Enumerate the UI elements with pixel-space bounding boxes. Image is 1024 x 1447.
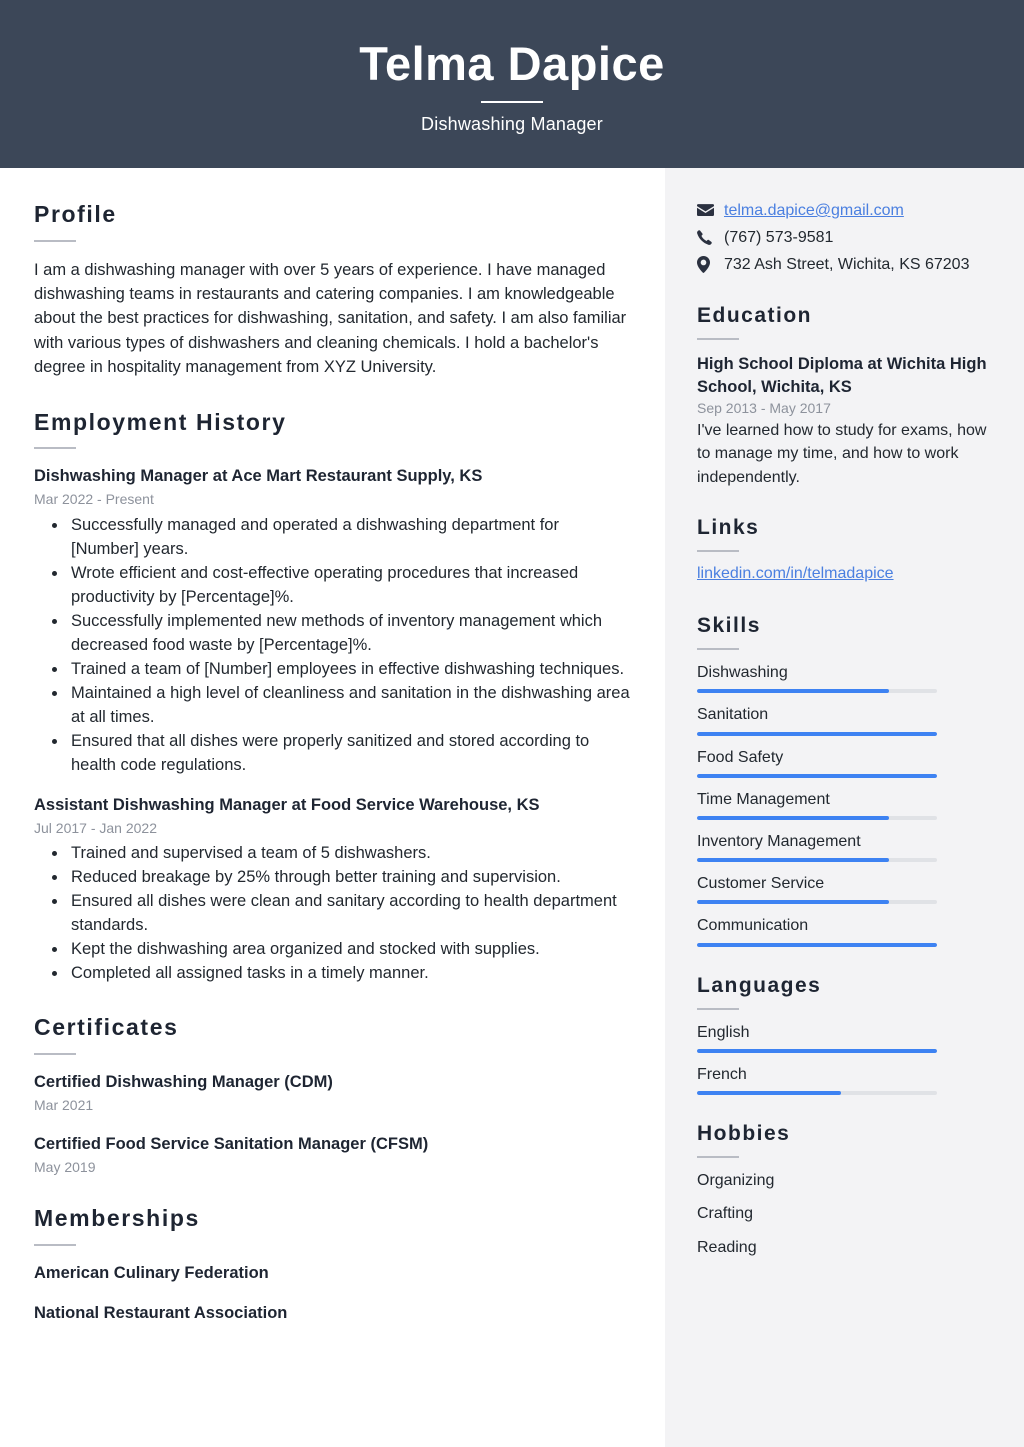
resume-body (0, 168, 1024, 1447)
language-label: French (697, 1065, 747, 1083)
skill-bar-fill (697, 943, 937, 947)
skill-label: Inventory Management (697, 832, 861, 850)
certificate-title: Certified Dishwashing Manager (CDM) (34, 1073, 333, 1092)
envelope-icon (697, 202, 717, 219)
employment-entry (34, 794, 631, 986)
contact-row-address (697, 255, 990, 274)
languages-heading: Languages (697, 973, 822, 997)
certificate-title: Certified Food Service Sanitation Manager (CFSM) (34, 1134, 429, 1153)
employment-entry-date: Jul 2017 - Jan 2022 (34, 819, 157, 836)
employment-entry-bullets (34, 841, 631, 985)
membership-title: National Restaurant Association (34, 1303, 288, 1322)
candidate-job-title: Dishwashing Manager (421, 114, 603, 135)
skills-heading: Skills (697, 614, 761, 638)
hobbies-heading-rule (697, 1156, 739, 1158)
language-bar-fill (697, 1091, 841, 1095)
education-heading-rule (697, 338, 739, 340)
skill-label: Communication (697, 917, 809, 935)
section-education (697, 303, 990, 489)
phone-icon (697, 229, 717, 246)
skill-bar-fill (697, 732, 937, 736)
skill-item (697, 874, 990, 904)
language-item (697, 1023, 990, 1053)
skill-bar-track (697, 900, 937, 904)
skill-bar-fill (697, 900, 889, 904)
candidate-name: Telma Dapice (359, 36, 665, 90)
language-bar-track (697, 1091, 937, 1095)
memberships-heading-rule (34, 1244, 76, 1246)
education-entry-title: High School Diploma at Wichita High School, Wichita, KS (697, 354, 987, 396)
resume-header (0, 0, 1024, 168)
bullet-item: • Reduced breakage by 25% through better training and supervision. (68, 865, 631, 889)
bullet-item: • Completed all assigned tasks in a timely manner. (68, 961, 631, 985)
bullet-item: • Successfully implemented new methods of inventory management which decreased food waste by [Percentage]%. (68, 609, 631, 657)
language-item (697, 1065, 990, 1095)
language-bar-fill (697, 1049, 937, 1053)
education-entry (697, 353, 990, 489)
membership-entry (34, 1302, 631, 1324)
skill-bar-track (697, 816, 937, 820)
skill-bar-fill (697, 689, 889, 693)
section-employment-history (34, 409, 631, 986)
skill-label: Time Management (697, 790, 830, 808)
certificate-entry (34, 1133, 631, 1176)
employment-entry (34, 465, 631, 777)
bullet-item: • Ensured all dishes were clean and sanitary according to health department standards. (68, 889, 631, 937)
employment-entry-bullets (34, 513, 631, 778)
certificates-heading-rule (34, 1053, 76, 1055)
employment-entry-title: Assistant Dishwashing Manager at Food Service Warehouse, KS (34, 795, 540, 814)
memberships-heading: Memberships (34, 1204, 200, 1231)
section-skills (697, 613, 990, 947)
language-label: English (697, 1023, 750, 1041)
bullet-item: • Maintained a high level of cleanliness and sanitation in the dishwashing area at all times. (68, 681, 631, 729)
skill-label: Food Safety (697, 748, 784, 766)
hobby-item: Organizing (697, 1172, 775, 1190)
profile-heading: Profile (34, 201, 117, 227)
link-item-linkedin[interactable]: linkedin.com/in/telmadapice (697, 565, 894, 583)
education-heading: Education (697, 303, 813, 327)
section-links (697, 515, 990, 583)
section-hobbies (697, 1121, 990, 1257)
employment-heading-rule (34, 447, 76, 449)
section-languages (697, 973, 990, 1096)
skill-item (697, 663, 990, 693)
employment-entry-date: Mar 2022 - Present (34, 491, 154, 508)
education-entry-description: I've learned how to study for exams, how to manage my time, and how to work independently. (697, 422, 987, 486)
links-heading: Links (697, 515, 760, 539)
certificate-date: May 2019 (34, 1158, 96, 1175)
hobby-item: Crafting (697, 1205, 754, 1223)
contact-phone-value: (767) 573-9581 (724, 229, 834, 247)
section-profile (34, 201, 631, 380)
bullet-item: • Trained a team of [Number] employees in effective dishwashing techniques. (68, 657, 631, 681)
skill-bar-track (697, 689, 937, 693)
language-bar-track (697, 1049, 937, 1053)
section-certificates (34, 1014, 631, 1176)
hobby-item: Reading (697, 1238, 757, 1256)
certificate-date: Mar 2021 (34, 1097, 94, 1114)
bullet-item: • Kept the dishwashing area organized and stocked with supplies. (68, 937, 631, 961)
languages-heading-rule (697, 1008, 739, 1010)
employment-heading: Employment History (34, 408, 287, 435)
education-entry-date: Sep 2013 - May 2017 (697, 400, 831, 417)
skill-bar-fill (697, 858, 889, 862)
contact-address-value: 732 Ash Street, Wichita, KS 67203 (724, 256, 970, 274)
contact-details (697, 201, 990, 275)
skill-bar-track (697, 732, 937, 736)
map-pin-icon (697, 256, 717, 273)
skill-label: Dishwashing (697, 664, 788, 682)
bullet-item: • Trained and supervised a team of 5 dishwashers. (68, 841, 631, 865)
skill-bar-fill (697, 816, 889, 820)
skill-bar-track (697, 943, 937, 947)
sidebar-column (665, 168, 1024, 1447)
contact-row-email (697, 201, 990, 220)
skill-label: Customer Service (697, 875, 825, 893)
membership-entry (34, 1262, 631, 1284)
profile-text: I am a dishwashing manager with over 5 years of experience. I have managed dishwashing teams in restaurants and catering companies. I am knowledgeable about the best practices for dishwashing, sanitation, and safety. I am also familiar with various types of dishwashers and cleaning chemicals. I hold a bachelor's degree in hospitality management from XYZ University. (34, 260, 627, 377)
skill-item (697, 832, 990, 862)
profile-heading-rule (34, 240, 76, 242)
skill-item (697, 705, 990, 735)
section-memberships (34, 1205, 631, 1324)
bullet-item: • Wrote efficient and cost-effective operating procedures that increased productivity by [Percentage]%. (68, 561, 631, 609)
contact-row-phone (697, 228, 990, 247)
main-column (0, 168, 665, 1447)
certificates-heading: Certificates (34, 1014, 179, 1041)
links-heading-rule (697, 550, 739, 552)
skill-item (697, 916, 990, 946)
skill-bar-fill (697, 774, 937, 778)
contact-email-link[interactable]: telma.dapice@gmail.com (724, 202, 904, 219)
header-divider (481, 101, 543, 103)
employment-entry-title: Dishwashing Manager at Ace Mart Restaurant Supply, KS (34, 467, 483, 486)
bullet-item: • Successfully managed and operated a dishwashing department for [Number] years. (68, 513, 631, 561)
bullet-item: • Ensured that all dishes were properly sanitized and stored according to health code regulations. (68, 729, 631, 777)
certificate-entry (34, 1071, 631, 1114)
skill-bar-track (697, 774, 937, 778)
hobbies-heading: Hobbies (697, 1122, 791, 1146)
membership-title: American Culinary Federation (34, 1263, 269, 1282)
skill-item (697, 748, 990, 778)
skill-bar-track (697, 858, 937, 862)
skill-item (697, 790, 990, 820)
skills-heading-rule (697, 648, 739, 650)
skill-label: Sanitation (697, 706, 769, 724)
